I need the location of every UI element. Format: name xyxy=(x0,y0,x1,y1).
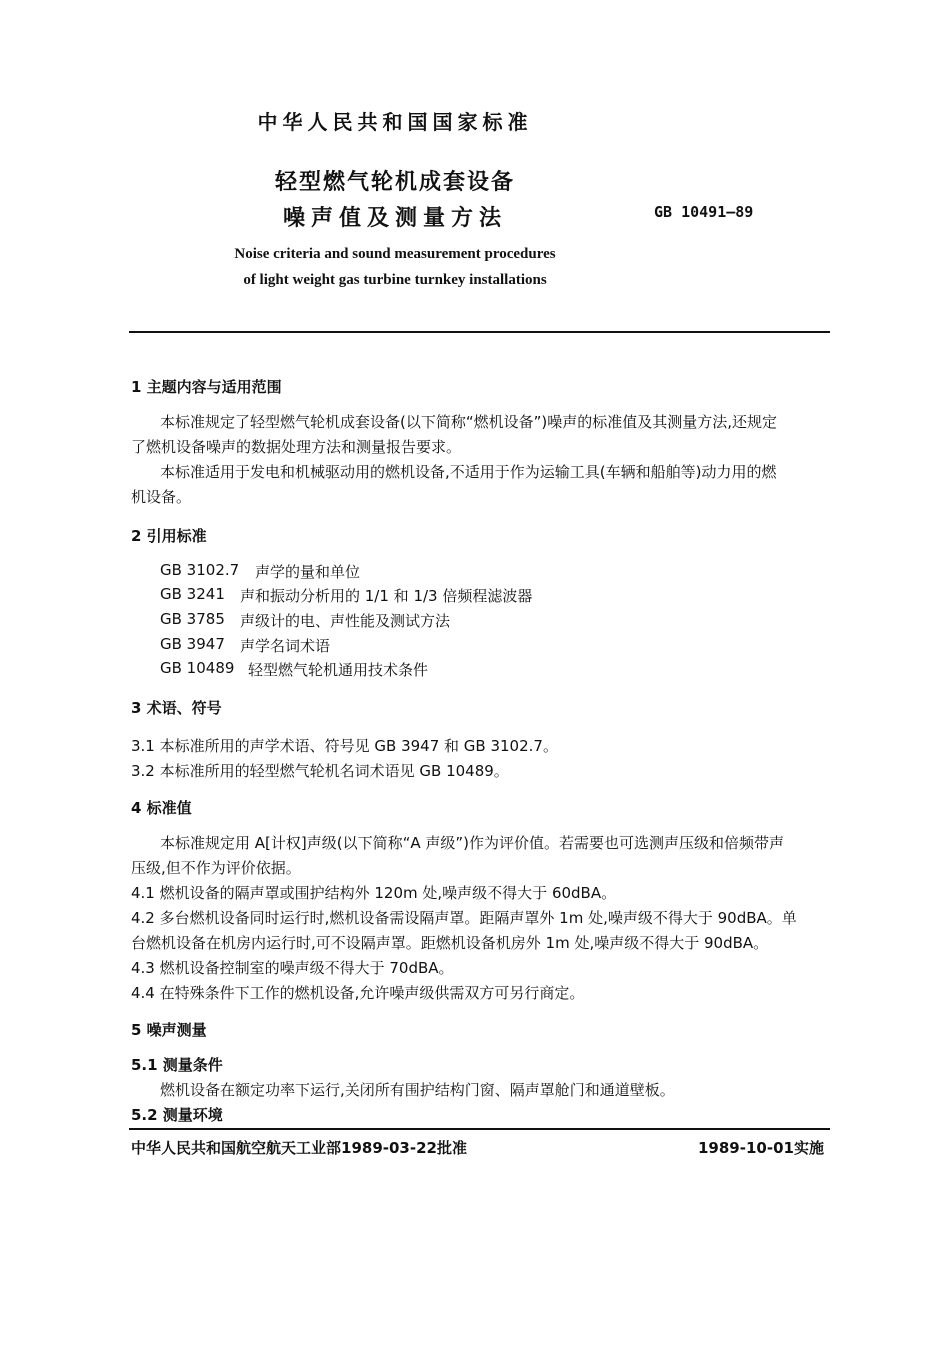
reference-name: 声学的量和单位 xyxy=(255,563,361,581)
reference-code: GB 3241 xyxy=(160,585,225,603)
section-5-heading: 5 噪声测量 xyxy=(131,1021,207,1039)
reference-name: 声和振动分析用的 1/1 和 1/3 倍频程滤波器 xyxy=(240,587,533,605)
standard-number: GB 10491—89 xyxy=(654,203,754,221)
national-standard-heading: 中华人民共和国国家标准 xyxy=(257,110,533,134)
section-3-item-2: 3.2 本标准所用的轻型燃气轮机名词术语见 GB 10489。 xyxy=(131,762,509,780)
section-4-item-2-line-1: 4.2 多台燃机设备同时运行时,燃机设备需设隔声罩。距隔声罩外 1m 处,噪声级不得大于 90dBA。单 xyxy=(131,909,797,927)
section-4-intro-line-2: 压级,但不作为评价依据。 xyxy=(131,859,301,877)
section-4-heading: 4 标准值 xyxy=(131,799,192,817)
standard-title-line2: 噪声值及测量方法 xyxy=(282,206,507,231)
reference-code: GB 3947 xyxy=(160,635,225,653)
section-1-paragraph-1-line-2: 了燃机设备噪声的数据处理方法和测量报告要求。 xyxy=(131,438,462,456)
section-4-item-4: 4.4 在特殊条件下工作的燃机设备,允许噪声级供需双方可另行商定。 xyxy=(131,984,585,1002)
effective-date: 1989-10-01实施 xyxy=(698,1139,824,1157)
section-3-heading: 3 术语、符号 xyxy=(131,699,222,717)
reference-name: 声学名词术语 xyxy=(240,637,331,655)
standard-title-line1: 轻型燃气轮机成套设备 xyxy=(274,170,515,195)
section-3-item-1: 3.1 本标准所用的声学术语、符号见 GB 3947 和 GB 3102.7。 xyxy=(131,737,558,755)
approval-statement: 中华人民共和国航空航天工业部1989-03-22批准 xyxy=(131,1139,467,1157)
section-4-item-1: 4.1 燃机设备的隔声罩或围护结构外 120m 处,噪声级不得大于 60dBA。 xyxy=(131,884,617,902)
section-5-1-heading: 5.1 测量条件 xyxy=(131,1056,223,1074)
section-4-item-2-line-2: 台燃机设备在机房内运行时,可不设隔声罩。距燃机设备机房外 1m 处,噪声级不得大于 90dBA。 xyxy=(131,934,769,952)
reference-code: GB 10489 xyxy=(160,659,235,677)
section-2-heading: 2 引用标准 xyxy=(131,527,207,545)
english-title-line1: Noise criteria and sound measurement procedures xyxy=(234,246,556,262)
reference-name: 轻型燃气轮机通用技术条件 xyxy=(248,661,429,679)
section-5-1-text: 燃机设备在额定功率下运行,关闭所有围护结构门窗、隔声罩舱门和通道壁板。 xyxy=(160,1081,675,1099)
section-1-paragraph-1-line-1: 本标准规定了轻型燃气轮机成套设备(以下简称“燃机设备”)噪声的标准值及其测量方法,还规定 xyxy=(160,413,778,431)
section-4-intro-line-1: 本标准规定用 A[计权]声级(以下简称“A 声级”)作为评价值。若需要也可选测声压级和倍频带声 xyxy=(160,834,785,852)
section-1-paragraph-2-line-2: 机设备。 xyxy=(131,488,192,506)
reference-name: 声级计的电、声性能及测试方法 xyxy=(240,612,451,630)
reference-code: GB 3102.7 xyxy=(160,561,240,579)
section-5-2-heading: 5.2 测量环境 xyxy=(131,1106,223,1124)
section-1-heading: 1 主题内容与适用范围 xyxy=(131,378,282,396)
english-title-line2: of light weight gas turbine turnkey installations xyxy=(243,272,547,288)
header-divider xyxy=(129,331,830,333)
footer-divider xyxy=(129,1128,830,1130)
section-4-item-3: 4.3 燃机设备控制室的噪声级不得大于 70dBA。 xyxy=(131,959,454,977)
reference-code: GB 3785 xyxy=(160,610,225,628)
section-1-paragraph-2-line-1: 本标准适用于发电和机械驱动用的燃机设备,不适用于作为运输工具(车辆和船舶等)动力用的燃 xyxy=(160,463,777,481)
